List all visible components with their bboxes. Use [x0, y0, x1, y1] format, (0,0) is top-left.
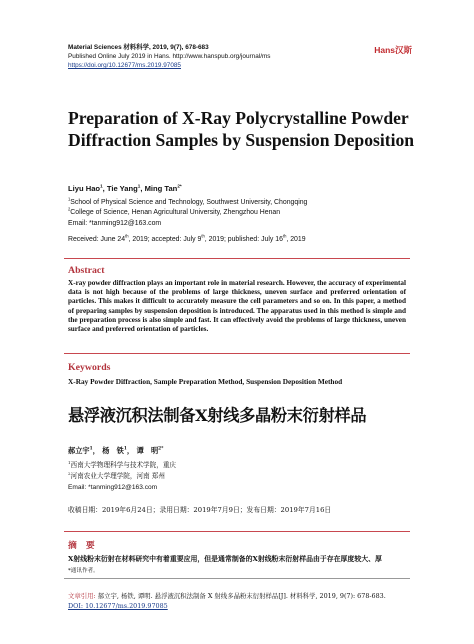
cn-author-sup: 2*	[158, 446, 164, 452]
section-rule	[64, 353, 410, 354]
cn-affiliation-sup: 1	[68, 459, 71, 465]
author-list: Liyu Hao$^1$, Tie Yang$^1$, Ming Tan$^{2*}$	[68, 183, 182, 193]
published-date: , 2019; published: July 16	[204, 236, 283, 243]
cn-abstract-heading: 摘 要	[68, 541, 98, 551]
author-name: Ming Tan	[144, 184, 178, 193]
affiliation-text: College of Science, Henan Agricultural University, Zhengzhou Henan	[70, 209, 281, 216]
dates-line	[68, 233, 306, 243]
abstract-heading: Abstract	[68, 265, 105, 276]
cn-affiliation-2	[68, 472, 165, 481]
cn-author-name: 谭 明	[136, 446, 159, 455]
affiliation-2	[68, 208, 280, 217]
author-sup: 1	[137, 183, 141, 189]
doi-link[interactable]: https://doi.org/10.12677/ms.2019.97085	[68, 62, 181, 69]
author-sup: 2*	[177, 183, 182, 189]
date-sup: th	[201, 233, 205, 239]
citation-text: 郝立宇, 杨铁, 谭明. 悬浮液沉积法制备 X 射线多晶粉末衍射样品[J]. 材料科学, 2019, 9(7): 678-683.	[95, 592, 386, 600]
citation-line	[68, 591, 386, 600]
abstract-text: X-ray powder diffraction plays an important role in material research. However, the accuracy of experimental data is not high because of the problems of large thickness, uneven surface and preferred orientation of particles. This makes it difficult to accurately measure the cell parameters and so on. In this paper, a method of preparing samples by suspension deposition is introduced. The apparatus used in this method is simple and the preparation process is also simple and fast. It can effectively avoid the problems of large thickness, uneven surface and preferred orientation of particles.	[68, 279, 406, 334]
cn-dates-line: 收稿日期：2019年6月24日；录用日期：2019年7月9日；发布日期：2019年7月16日	[68, 506, 332, 514]
section-rule	[64, 258, 410, 259]
published-line: Published Online July 2019 in Hans. http://www.hanspub.org/journal/ms	[68, 53, 271, 60]
footer-rule	[64, 578, 410, 579]
cn-author-sup: 1	[89, 446, 93, 452]
received-date: Received: June 24	[68, 236, 126, 243]
cn-affiliation-text: 西南大学物理科学与技术学院，重庆	[70, 461, 177, 469]
cn-author-name: 杨 铁	[102, 446, 124, 455]
date-suffix: , 2019	[286, 236, 306, 243]
affiliation-sup: 2	[68, 206, 71, 212]
author-name: Liyu Hao	[68, 184, 101, 193]
date-sup: th	[282, 233, 287, 239]
cn-email-line: Email: *tanming912@163.com	[68, 484, 158, 491]
accepted-date: , 2019; accepted: July 9	[128, 236, 202, 243]
journal-line: Material Sciences 材料科学, 2019, 9(7), 678-683	[68, 44, 209, 51]
cn-title: 悬浮液沉积法制备X射线多晶粉末衍射样品	[68, 406, 367, 425]
keywords-text: X-Ray Powder Diffraction, Sample Preparation Method, Suspension Deposition Method	[68, 377, 343, 386]
paper-title: Preparation of X-Ray Polycrystalline Powder Diffraction Samples by Suspension Deposition	[68, 108, 415, 150]
affiliation-text: School of Physical Science and Technology, Southwest University, Chongqing	[70, 199, 308, 206]
date-sup: th	[125, 233, 129, 239]
affiliation-1	[68, 198, 307, 207]
author-name: Tie Yang	[106, 184, 138, 193]
cn-author-name: 郝立宇	[68, 446, 90, 455]
section-rule	[64, 531, 410, 532]
email-line: Email: *tanming912@163.com	[68, 220, 162, 227]
cn-affiliation-text: 河南农业大学理学院，河南 郑州	[70, 472, 165, 480]
cn-author-sup: 1	[123, 446, 127, 452]
citation-label: 文章引用:	[68, 592, 96, 600]
cn-affiliation-sup: 2	[68, 470, 71, 476]
publisher-logo: Hans汉斯	[374, 45, 412, 55]
keywords-heading: Keywords	[68, 362, 111, 373]
author-sup: 1	[100, 183, 103, 189]
cn-author-list: 郝立宇$^1$， 杨 铁$^1$， 谭 明$^{2*}$	[68, 446, 164, 455]
footnote: *通讯作者。	[68, 568, 99, 574]
cn-abstract-text: X射线粉末衍射在材料研究中有着重要应用，但是通常制备的X射线粉末衍射样品由于存在厚度较大、厚	[68, 555, 382, 563]
affiliation-sup: 1	[68, 196, 71, 202]
citation-doi-link[interactable]: DOI: 10.12677/ms.2019.97085	[68, 602, 168, 610]
cn-affiliation-1	[68, 461, 176, 470]
